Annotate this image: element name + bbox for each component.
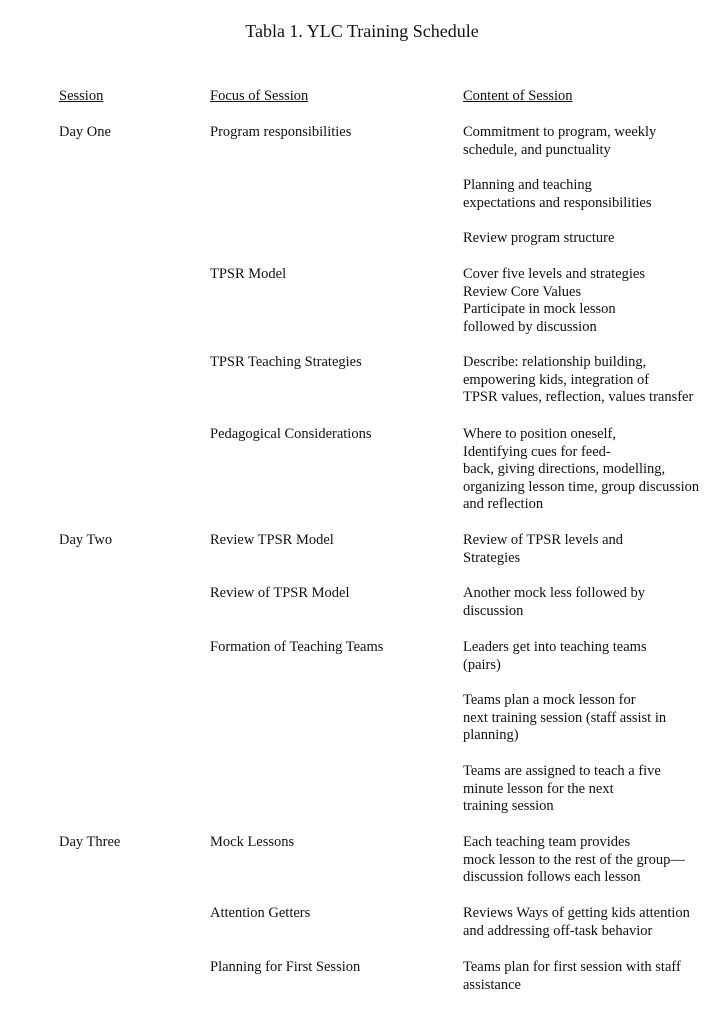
content-cell: Each teaching team provides mock lesson to the rest of the group— discussion follows each lesson <box>463 834 685 886</box>
table-title: Tabla 1. YLC Training Schedule <box>245 21 479 41</box>
content-cell: Reviews Ways of getting kids attention and addressing off-task behavior <box>463 905 690 939</box>
content-cell: Leaders get into teaching teams (pairs) <box>463 639 647 673</box>
session-cell: Day One <box>59 124 111 140</box>
header-session: Session <box>59 88 104 104</box>
focus-cell: Planning for First Session <box>210 959 361 975</box>
content-cell: Review of TPSR levels and Strategies <box>463 532 624 566</box>
session-cell: Day Three <box>59 834 121 850</box>
header-focus: Focus of Session <box>210 88 309 104</box>
focus-cell: Mock Lessons <box>210 834 295 850</box>
focus-cell: TPSR Teaching Strategies <box>210 354 362 370</box>
content-cell: Cover five levels and strategies Review Core Values Participate in mock lesson followed by discussion <box>463 266 645 335</box>
content-cell: Where to position oneself, Identifying cues for feed- back, giving directions, modelling, organizing lesson time, group discussion and reflection <box>463 426 700 513</box>
header-content: Content of Session <box>463 88 573 104</box>
focus-cell: Pedagogical Considerations <box>210 426 372 442</box>
content-cell: Teams are assigned to teach a five minute lesson for the next training session <box>463 763 661 815</box>
focus-cell: TPSR Model <box>210 266 287 282</box>
focus-cell: Attention Getters <box>210 905 311 921</box>
content-cell: Review program structure <box>463 230 615 246</box>
content-cell: Describe: relationship building, empowering kids, integration of TPSR values, reflection, values transfer <box>463 354 694 406</box>
content-cell: Commitment to program, weekly schedule, and punctuality <box>463 124 657 158</box>
focus-cell: Review of TPSR Model <box>210 585 350 601</box>
focus-cell: Program responsibilities <box>210 124 352 140</box>
focus-cell: Review TPSR Model <box>210 532 334 548</box>
content-cell: Teams plan for first session with staff assistance <box>463 959 681 993</box>
content-cell: Teams plan a mock lesson for next training session (staff assist in planning) <box>463 692 667 744</box>
session-cell: Day Two <box>59 532 113 548</box>
focus-cell: Formation of Teaching Teams <box>210 639 384 655</box>
content-cell: Planning and teaching expectations and responsibilities <box>463 177 652 211</box>
content-cell: Another mock less followed by discussion <box>463 585 646 619</box>
